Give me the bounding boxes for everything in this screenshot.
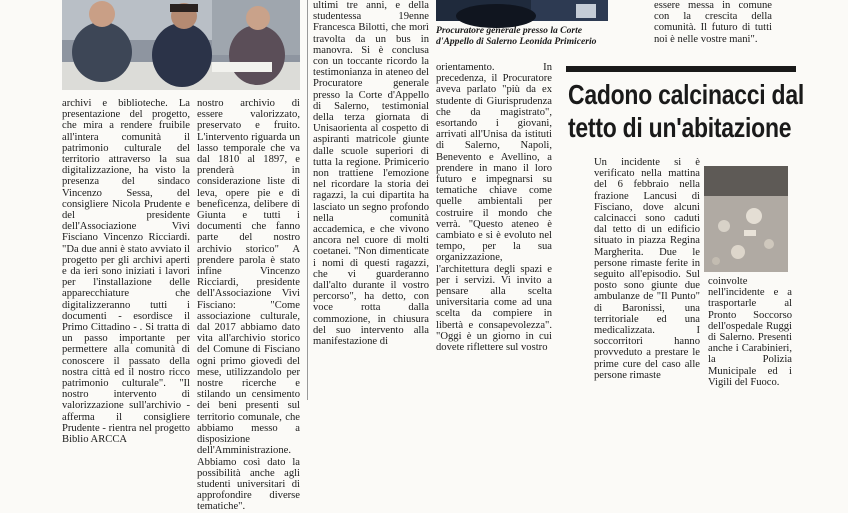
article-text: Un incidente si è verificato nella mattina del 6 febbraio nella frazione Lancusi di Fisciano, dove alcuni calcinacci sono caduti dal tetto di un edificio situato in piazza Regina Margherita. Due le persone rimaste ferite in seguito all'episodio. Sul posto sono giunte due ambulanze de "Il Punto" di Baronissi, una territoriale ed una medicalizzata. I soccorritori hanno provveduto a prestare le prime cure del caso alle persone rimaste: [594, 157, 700, 381]
article-text: essere messa in comune con la crescita della comunità. Il futuro di tutti noi è nelle vostre mani".: [654, 0, 772, 45]
article-column-4: [436, 62, 552, 400]
article-column-5: [594, 157, 700, 400]
article-ending: [654, 0, 772, 60]
photo-caption: Procuratore generale presso la Corte d'Appello di Salerno Leonida Primicerio: [436, 25, 597, 47]
debris-photo: [704, 166, 788, 272]
procuratore-photo: [436, 0, 608, 21]
meeting-photo: [62, 0, 300, 90]
headline-line: Cadono calcinacci dal: [568, 79, 804, 110]
article-text: orientamento. In precedenza, il Procuratore aveva parlato "più da ex studente di Giurisprudenza che da magistrato", esortando i giovani, arrivati all'Unisa da istituti di Salerno, Napoli, Benevento e Avellino, a prendere in mano il loro futuro e impegnarsi su tematiche chiave come quelle ambientali per costruire il mondo che verrà. "Questo ateneo è cambiato e si è evoluto nel tempo, per la sua organizzazione, l'architettura degli spazi e per i servizi. Vi invito a pensare alla scelta universitaria come ad una scelta da compiere in libertà e consapevolezza". "Oggi è un giorno in cui dovete riflettere sul vostro: [436, 62, 552, 354]
column-divider: [307, 0, 308, 400]
headline-line: tetto di un'abitazione: [568, 112, 792, 143]
article-column-6: [708, 276, 792, 400]
headline: [568, 78, 804, 144]
article-text: archivi e biblioteche. La presentazione del progetto, che mira a rendere fruibile all'intera comunità il patrimonio culturale del territorio attraverso la sua digitalizzazione, ha visto la presenza del sindaco Vincenzo Sessa, del consigliere Nicola Prudente e del presidente dell'Associazione Vivi Fisciano Vincenzo Ricciardi. "Da due anni è stato avviato il progetto per gli archivi aperti e da ieri sono iniziati i lavori per l'installazione delle apparecchiature che digitalizzeranno tutti i documenti - esordisce il Primo Cittadino - . Si tratta di un passo importante per permettere alla comunità di conoscere il passato della nostra città ed il nostro ricco patrimonio culturale". "Il nostro intervento di valorizzazione sull'archivio - afferma il consigliere Prudente - rientra nel progetto Biblio ARCCA: [62, 98, 190, 446]
article-column-2: [197, 98, 300, 513]
article-column-3: [313, 0, 429, 400]
article-text: ultimi tre anni, e della studentessa 19enne Francesca Bilotti, che morì travolta da un bus in manovra. Si è conclusa con un toccante ricordo la testimonianza in ateneo del Procuratore generale presso la Corte d'Appello di Salerno, testimonial della terza giornata di Unisaorienta al cospetto di aspiranti matricole giunte dalle scuole superiori di tutta la regione. Primicerio non trattiene l'emozione nel ricordare la storia dei ragazzi, la cui dipartita ha lasciato un segno profondo nella comunità accademica, e che vivono ancora nel cuore di molti coetanei. "Non dimenticate i nomi di questi ragazzi, che vi guarderanno dall'alto durante il vostro percorso", ha detto, con voce rotta dalla commozione, in chiusura del suo intervento alla manifestazione di: [313, 0, 429, 348]
article-text: coinvolte nell'incidente e a trasportarle al Pronto Soccorso dell'ospedale Ruggi di Salerno. Presenti anche i Carabinieri, la Polizia Municipale ed i Vigili del Fuoco.: [708, 276, 792, 388]
article-text: nostro archivio di essere valorizzato, preservato e fruito. L'intervento riguarda un lasso temporale che va dal 1810 al 1897, e prenderà in considerazione liste di leva, opere pie e di beneficenza, delibere di Giunta e tutti i documenti che fanno parte del nostro archivio storico" A prendere parola è stato infine Vincenzo Ricciardi, presidente dell'Associazione Vivi Fisciano: "Come associazione culturale, dal 2017 abbiamo dato vita all'archivio storico del Comune di Fisciano ogni primo giovedì del mese, utilizzandolo per nostre ricerche e stilando un censimento dei beni presenti sul territorio comunale, che abbiamo messo a disposizione dell'Amministrazione. Abbiamo così dato la possibilità anche agli studenti universitari di approfondire diverse tematiche".: [197, 98, 300, 513]
section-rule: [566, 66, 796, 72]
article-column-1: [62, 98, 190, 446]
